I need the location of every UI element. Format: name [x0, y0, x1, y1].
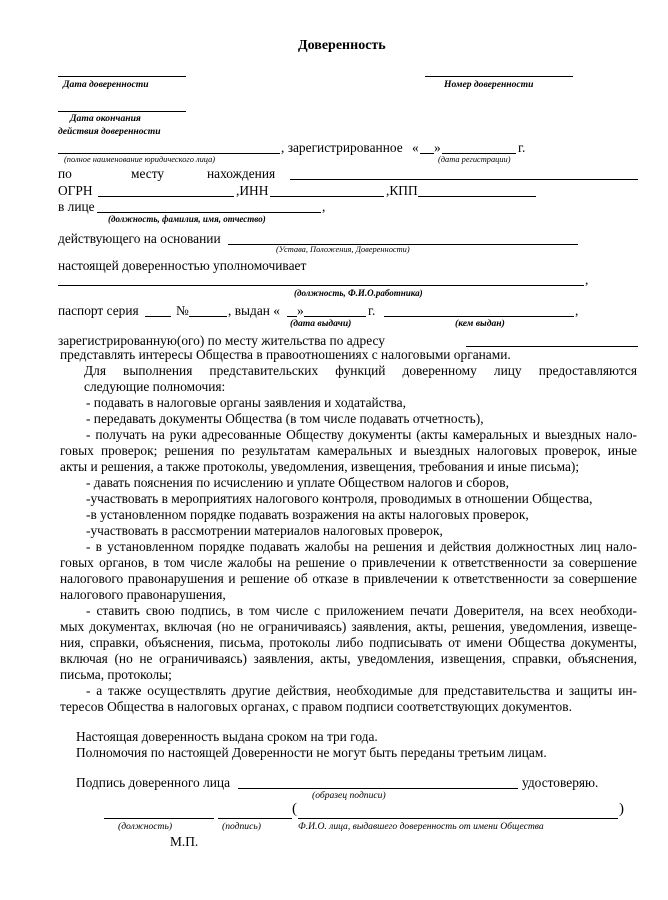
issuer-paren-open: ( — [292, 801, 297, 817]
kpp-label: ,КПП — [386, 183, 418, 198]
in-person-label: в лице — [58, 199, 95, 214]
basis-field[interactable] — [228, 230, 578, 245]
power-item-8-line-3: налогового правонарушения и решение об отказе в привлечении к ответственности за совершение — [60, 571, 637, 586]
passport-series-field[interactable] — [145, 302, 171, 317]
kpp-field[interactable] — [418, 182, 536, 197]
certify-text: удостоверяю. — [522, 775, 599, 790]
body-line-3: следующие полномочия: — [84, 379, 226, 394]
power-item-4: - давать пояснения по исчислению и уплате Обществом налогов и сборов, — [86, 475, 509, 490]
registered-address-label: зарегистрированную(ого) по месту жительства по адресу — [58, 333, 385, 348]
passport-comma: , — [575, 303, 579, 318]
passport-issue-month-field[interactable] — [304, 302, 366, 317]
validity-term: Настоящая доверенность выдана сроком на три года. — [76, 729, 378, 744]
expiry-label-line1: Дата окончания — [70, 113, 141, 124]
passport-year-suffix: г. — [368, 303, 376, 318]
location-field[interactable] — [290, 165, 638, 180]
issuer-hint: (кем выдан) — [455, 318, 505, 329]
representative-comma: , — [322, 199, 326, 214]
passport-issuer-field[interactable] — [384, 302, 574, 317]
issuer-fio-field[interactable] — [298, 804, 618, 819]
worker-comma: , — [585, 272, 589, 287]
worker-hint: (должность, Ф.И.О.работника) — [294, 288, 423, 298]
power-item-2: - передавать документы Общества (в том числе подавать отчетность), — [86, 411, 484, 426]
ogrn-label: ОГРН — [58, 183, 93, 198]
registration-date-hint: (дата регистрации) — [438, 155, 511, 164]
body-line-1: представлять интересы Общества в правоотношениях с налоговыми органами. — [60, 347, 511, 362]
power-item-8-line-2: говых органов, в том числе жалобы на решение о привлечении к ответственности за совершение — [60, 555, 637, 570]
issuer-signature-hint: (подпись) — [222, 821, 261, 832]
date-quote-close: » — [434, 140, 441, 155]
passport-quote-close: » — [297, 303, 304, 318]
date-label: Дата доверенности — [63, 79, 149, 90]
power-item-3-line-2: говых проверок; решения по результатам камеральных и выездных налоговых проверок, иные — [60, 443, 637, 458]
inn-field[interactable] — [270, 182, 384, 197]
registration-day-field[interactable] — [420, 139, 434, 154]
power-item-10-line-2: тересов Общества в налоговых органах, с правом подписи соответствующих документов. — [60, 699, 572, 714]
power-item-7: -участвовать в рассмотрении материалов налоговых проверок, — [86, 523, 443, 538]
expiry-label-line2: действия доверенности — [58, 126, 161, 137]
body-line-2: Для выполнения представительских функций доверенному лицу предоставляются — [84, 363, 637, 378]
power-item-1: - подавать в налоговые органы заявления и ходатайства, — [86, 395, 406, 410]
registration-month-field[interactable] — [442, 139, 516, 154]
passport-issued-label: , выдан « — [228, 303, 280, 318]
power-item-9-line-4: включая (но не ограничиваясь) заявления, акты, уведомления, извещения, справки, объяснения, — [60, 651, 637, 666]
power-item-9-line-2: мых документах, включая (но не ограничиваясь) заявления, акты, решения, уведомления, извеще- — [60, 619, 637, 634]
date-quote-open: « — [412, 140, 419, 155]
power-item-8-line-4: налогового правонарушения, — [60, 587, 226, 602]
location-word-1: по — [58, 166, 72, 181]
registered-text: , зарегистрированное — [281, 140, 403, 155]
organization-name-field[interactable] — [58, 139, 280, 154]
year-suffix: г. — [518, 140, 526, 155]
passport-number-label: № — [176, 303, 189, 318]
issuer-position-field[interactable] — [104, 804, 214, 819]
power-item-9-line-3: ния, справки, объяснения, письма, протоколы либо подписывать от имени Общества документы, — [60, 635, 637, 650]
authorizes-text: настоящей доверенностью уполномочивает — [58, 258, 307, 273]
passport-issue-day-field[interactable] — [287, 302, 297, 317]
location-word-3: нахождения — [207, 166, 276, 181]
location-word-2: месту — [131, 166, 165, 181]
power-item-9-line-5: письма, протоколы; — [60, 667, 172, 682]
representative-field[interactable] — [97, 198, 321, 213]
power-item-3-line-3: акты и решения, а также протоколы, уведомления, извещения, требования и иные письма); — [60, 459, 580, 474]
signature-sample-hint: (образец подписи) — [312, 790, 386, 801]
power-item-6: -в установленном порядке подавать возражения на акты налоговых проверок, — [86, 507, 529, 522]
power-item-5: -участвовать в мероприятиях налогового контроля, проводимых в отношении Общества, — [86, 491, 593, 506]
no-transfer-clause: Полномочия по настоящей Доверенности не могут быть переданы третьим лицам. — [76, 745, 547, 760]
issuer-paren-close: ) — [619, 801, 624, 817]
trustee-signature-label: Подпись доверенного лица — [76, 775, 231, 790]
address-field[interactable] — [466, 332, 638, 347]
power-item-10-line-1: - а также осуществлять другие действия, необходимые для представительства и защиты ин- — [86, 683, 637, 698]
inn-label: ,ИНН — [236, 183, 269, 198]
organization-name-hint: (полное наименование юридического лица) — [64, 155, 216, 164]
worker-field[interactable] — [58, 271, 584, 286]
issuer-fio-hint: Ф.И.О. лица, выдавшего доверенность от имени Общества — [298, 821, 544, 832]
power-item-9-line-1: - ставить свою подпись, в том числе с приложением печати Доверителя, на всех необходи- — [86, 603, 637, 618]
power-item-3-line-1: - получать на руки адресованные Обществу документы (акты камеральных и выездных нало- — [86, 427, 637, 442]
issuer-signature-field[interactable] — [218, 804, 292, 819]
document-title: Доверенность — [298, 38, 386, 53]
number-field[interactable] — [425, 62, 573, 77]
expiry-date-field[interactable] — [58, 97, 186, 112]
ogrn-field[interactable] — [98, 182, 234, 197]
acting-basis-label: действующего на основании — [58, 231, 221, 246]
passport-number-field[interactable] — [189, 302, 227, 317]
date-field[interactable] — [58, 62, 186, 77]
representative-hint: (должность, фамилия, имя, отчество) — [108, 214, 266, 224]
issuer-position-hint: (должность) — [118, 821, 173, 832]
power-item-8-line-1: - в установленном порядке подавать жалобы на решения и действия должностных лиц нало- — [86, 539, 637, 554]
issue-date-hint: (дата выдачи) — [290, 318, 352, 329]
trustee-signature-field[interactable] — [238, 774, 518, 789]
number-label: Номер доверенности — [444, 79, 534, 90]
stamp-place: М.П. — [170, 834, 199, 849]
basis-hint: (Устава, Положения, Доверенности) — [276, 245, 410, 254]
passport-series-label: паспорт серия — [58, 303, 139, 318]
